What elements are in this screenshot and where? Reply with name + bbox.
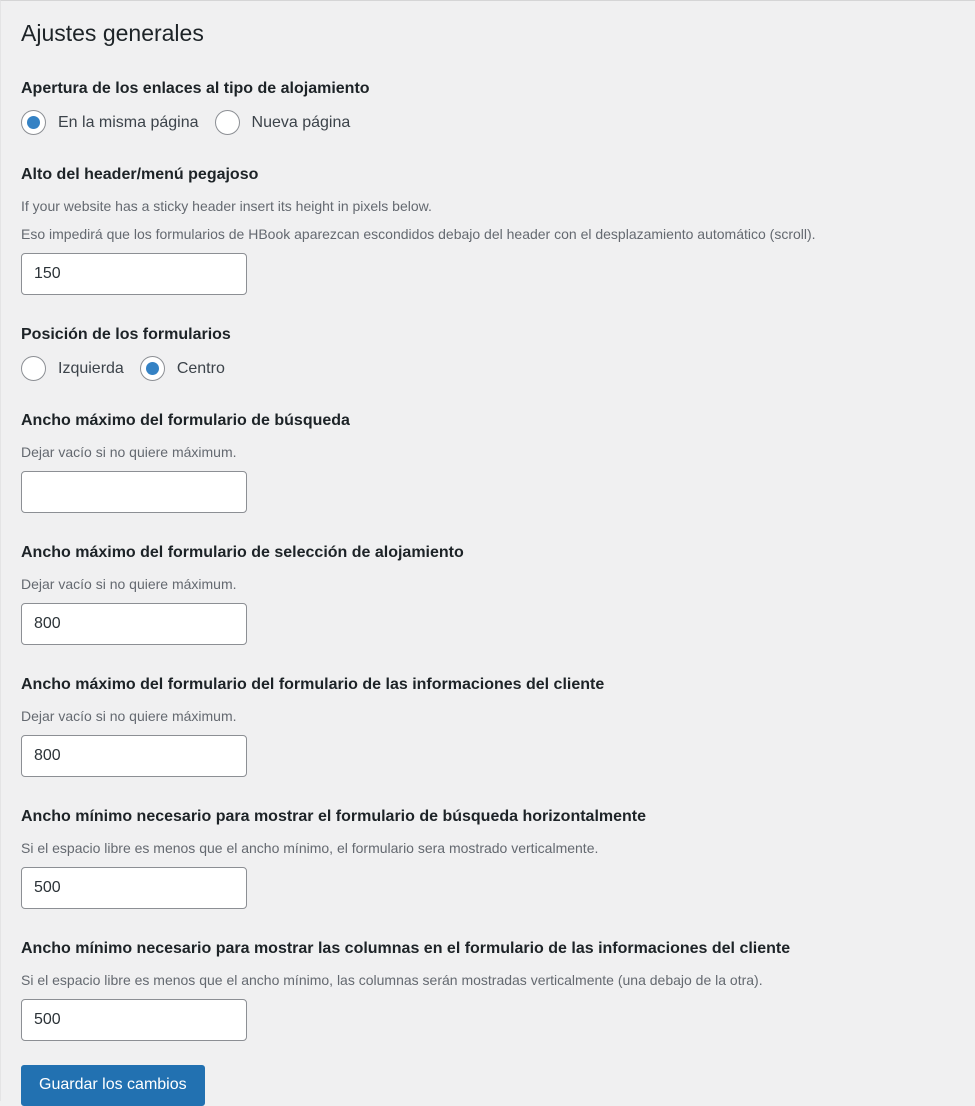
customer-max-width-input[interactable] [21,735,247,777]
sticky-header-desc-2: Eso impedirá que los formularios de HBook aparezcan escondidos debajo del header con el desplazamiento automático (scroll). [21,226,816,243]
sticky-header-height-input[interactable] [21,253,247,295]
field-label-search-max-width: Ancho máximo del formulario de búsqueda [21,412,350,430]
radio-same-page[interactable] [21,110,46,135]
selection-max-width-input[interactable] [21,603,247,645]
field-group-search-max-width [21,411,955,513]
customer-max-width-desc: Dejar vacío si no quiere máximum. [21,708,237,725]
page-title: Ajustes generales [21,20,204,46]
field-group-columns-min-width [21,939,955,1041]
field-label-form-position: Posición de los formularios [21,325,231,343]
field-label-selection-max-width: Ancho máximo del formulario de selección de alojamiento [21,544,464,562]
radio-same-page-label[interactable]: En la misma página [58,113,199,131]
sticky-header-desc-1: If your website has a sticky header insert its height in pixels below. [21,198,432,215]
field-group-search-min-width [21,807,955,909]
search-min-width-desc: Si el espacio libre es menos que el ancho mínimo, el formulario sera mostrado verticalmente. [21,840,599,857]
field-label-link-target: Apertura de los enlaces al tipo de alojamiento [21,79,370,97]
field-label-columns-min-width: Ancho mínimo necesario para mostrar las columnas en el formulario de las informaciones del cliente [21,939,791,957]
radio-left-label[interactable]: Izquierda [58,359,124,377]
search-max-width-input[interactable] [21,471,247,513]
radio-new-page-label[interactable]: Nueva página [251,113,351,131]
field-group-link-target [21,79,955,135]
field-group-form-position [21,325,955,381]
radio-new-page[interactable] [215,110,240,135]
search-min-width-input[interactable] [21,867,247,909]
radio-center-label[interactable]: Centro [176,359,225,377]
field-group-selection-max-width [21,543,955,645]
columns-min-width-input[interactable] [21,999,247,1041]
field-label-customer-max-width: Ancho máximo del formulario del formulario de las informaciones del cliente [21,676,605,694]
radio-row-link-target [21,110,955,135]
radio-left[interactable] [21,356,46,381]
columns-min-width-desc: Si el espacio libre es menos que el ancho mínimo, las columnas serán mostradas verticalmente (una debajo de la otra). [21,972,763,989]
save-button[interactable]: Guardar los cambios [21,1065,205,1106]
field-label-search-min-width: Ancho mínimo necesario para mostrar el formulario de búsqueda horizontalmente [21,808,647,825]
search-max-width-desc: Dejar vacío si no quiere máximum. [21,444,237,461]
selection-max-width-desc: Dejar vacío si no quiere máximum. [21,576,237,593]
radio-row-form-position [21,356,955,381]
field-group-sticky-header-height [21,165,955,295]
radio-center[interactable] [140,356,165,381]
settings-panel [1,1,975,1106]
field-group-customer-max-width [21,675,955,777]
field-label-sticky-header-height: Alto del header/menú pegajoso [21,166,259,184]
